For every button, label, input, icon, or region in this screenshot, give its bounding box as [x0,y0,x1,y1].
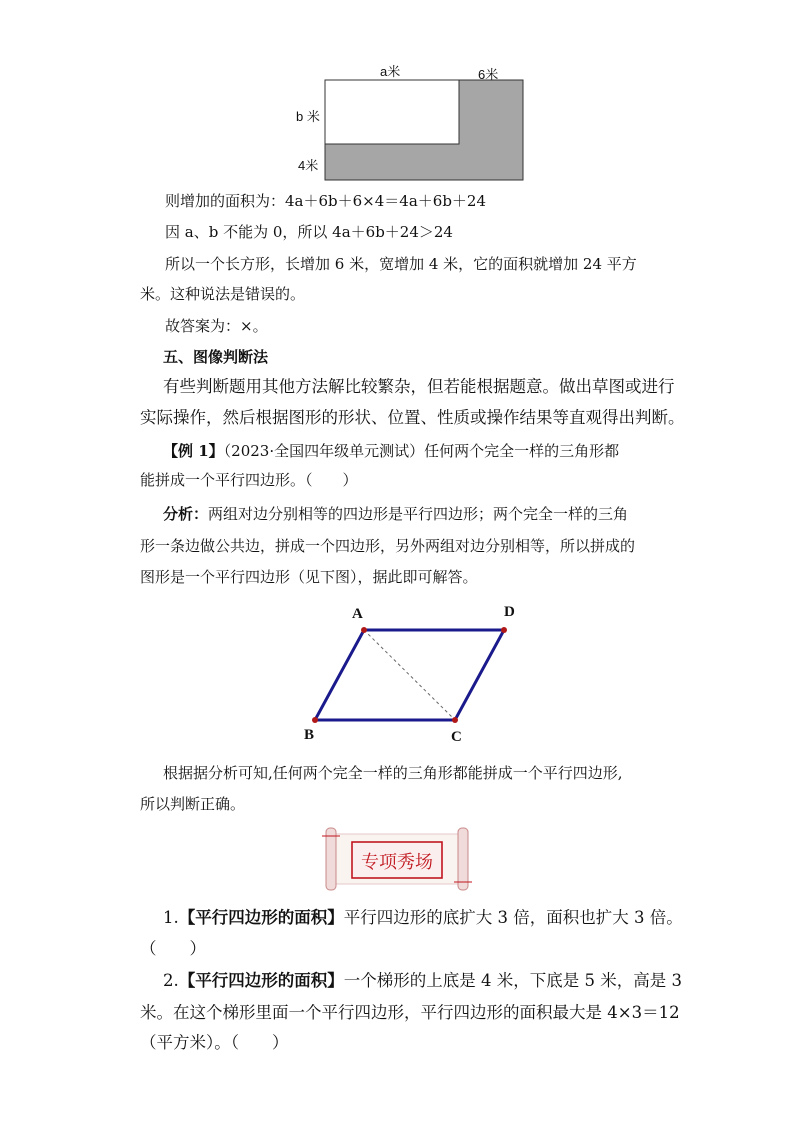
label-b-meters: b 米 [296,109,320,124]
analysis-line-c: 图形是一个平行四边形（见下图），据此即可解答。 [140,568,478,586]
exercise-2-number: 2. [163,971,179,990]
exercise-2-line-a [163,969,682,993]
solution-line-4: 故答案为：×。 [165,317,268,335]
analysis-line-a [163,503,628,525]
banner-title: 专项秀场 [361,852,433,873]
example-tag: 【例 1】 [163,442,224,460]
vertex-c [452,717,458,723]
parallelogram-abcd [315,630,504,720]
analysis-text-a: 两组对边分别相等的四边形是平行四边形；两个完全一样的三角 [208,505,629,523]
solution-line-2: 因 a、b 不能为 0，所以 4a＋6b＋24＞24 [165,223,453,241]
diagonal-ac [364,630,455,720]
label-a-meters: a米 [380,64,401,79]
exercise-1-line [163,906,683,930]
example-text-a: （2023·全国四年级单元测试）任何两个完全一样的三角形都 [223,442,620,460]
example-line-a [163,440,619,462]
solution-line-1: 则增加的面积为：4a＋6b＋6×4＝4a＋6b＋24 [165,192,487,210]
label-6-meters: 6米 [478,67,499,82]
section-heading: 五、图像判断法 [163,348,269,366]
section-paragraph-b: 实际操作，然后根据图形的形状、位置、性质或操作结果等直观得出判断。 [140,408,685,427]
label-point-b: B [304,727,315,743]
exercise-2-tag: 【平行四边形的面积】 [178,971,344,990]
exercise-2-line-b: 米。在这个梯形里面一个平行四边形，平行四边形的面积最大是 4×3＝12 [140,1003,680,1022]
example-line-b: 能拼成一个平行四边形。（ ） [140,471,358,489]
label-point-d: D [504,604,515,620]
area-figure-svg [290,58,540,184]
analysis-line-b: 形一条边做公共边，拼成一个四边形，另外两组对边分别相等，所以拼成的 [140,537,636,555]
parallelogram-figure [300,600,530,750]
section-paragraph-a: 有些判断题用其他方法解比较繁杂，但若能根据题意。做出草图或进行 [163,377,675,396]
exercise-2-line-c: （平方米）。（ ） [140,1033,289,1052]
parallelogram-svg [300,600,530,750]
solution-line-3b: 米。这种说法是错误的。 [140,285,306,303]
label-4-meters: 4米 [298,158,319,173]
conclusion-line-a: 根据据分析可知,任何两个完全一样的三角形都能拼成一个平行四边形, [163,764,623,782]
exercise-1-tag: 【平行四边形的面积】 [178,908,344,927]
analysis-tag: 分析： [163,505,209,523]
exercise-1-paren: （ ） [140,939,206,958]
area-figure [290,58,540,184]
label-point-c: C [451,729,462,745]
exercise-1-text: 平行四边形的底扩大 3 倍，面积也扩大 3 倍。 [343,908,683,927]
vertex-d [501,627,507,633]
exercise-1-number: 1. [163,908,179,927]
section-banner [322,826,472,892]
original-rectangle [325,80,459,144]
vertex-a [361,627,367,633]
exercise-2-text-a: 一个梯形的上底是 4 米，下底是 5 米，高是 3 [343,971,682,990]
label-point-a: A [352,606,363,622]
solution-line-3a: 所以一个长方形，长增加 6 米，宽增加 4 米，它的面积就增加 24 平方 [165,255,637,273]
conclusion-line-b: 所以判断正确。 [140,795,246,813]
vertex-b [312,717,318,723]
